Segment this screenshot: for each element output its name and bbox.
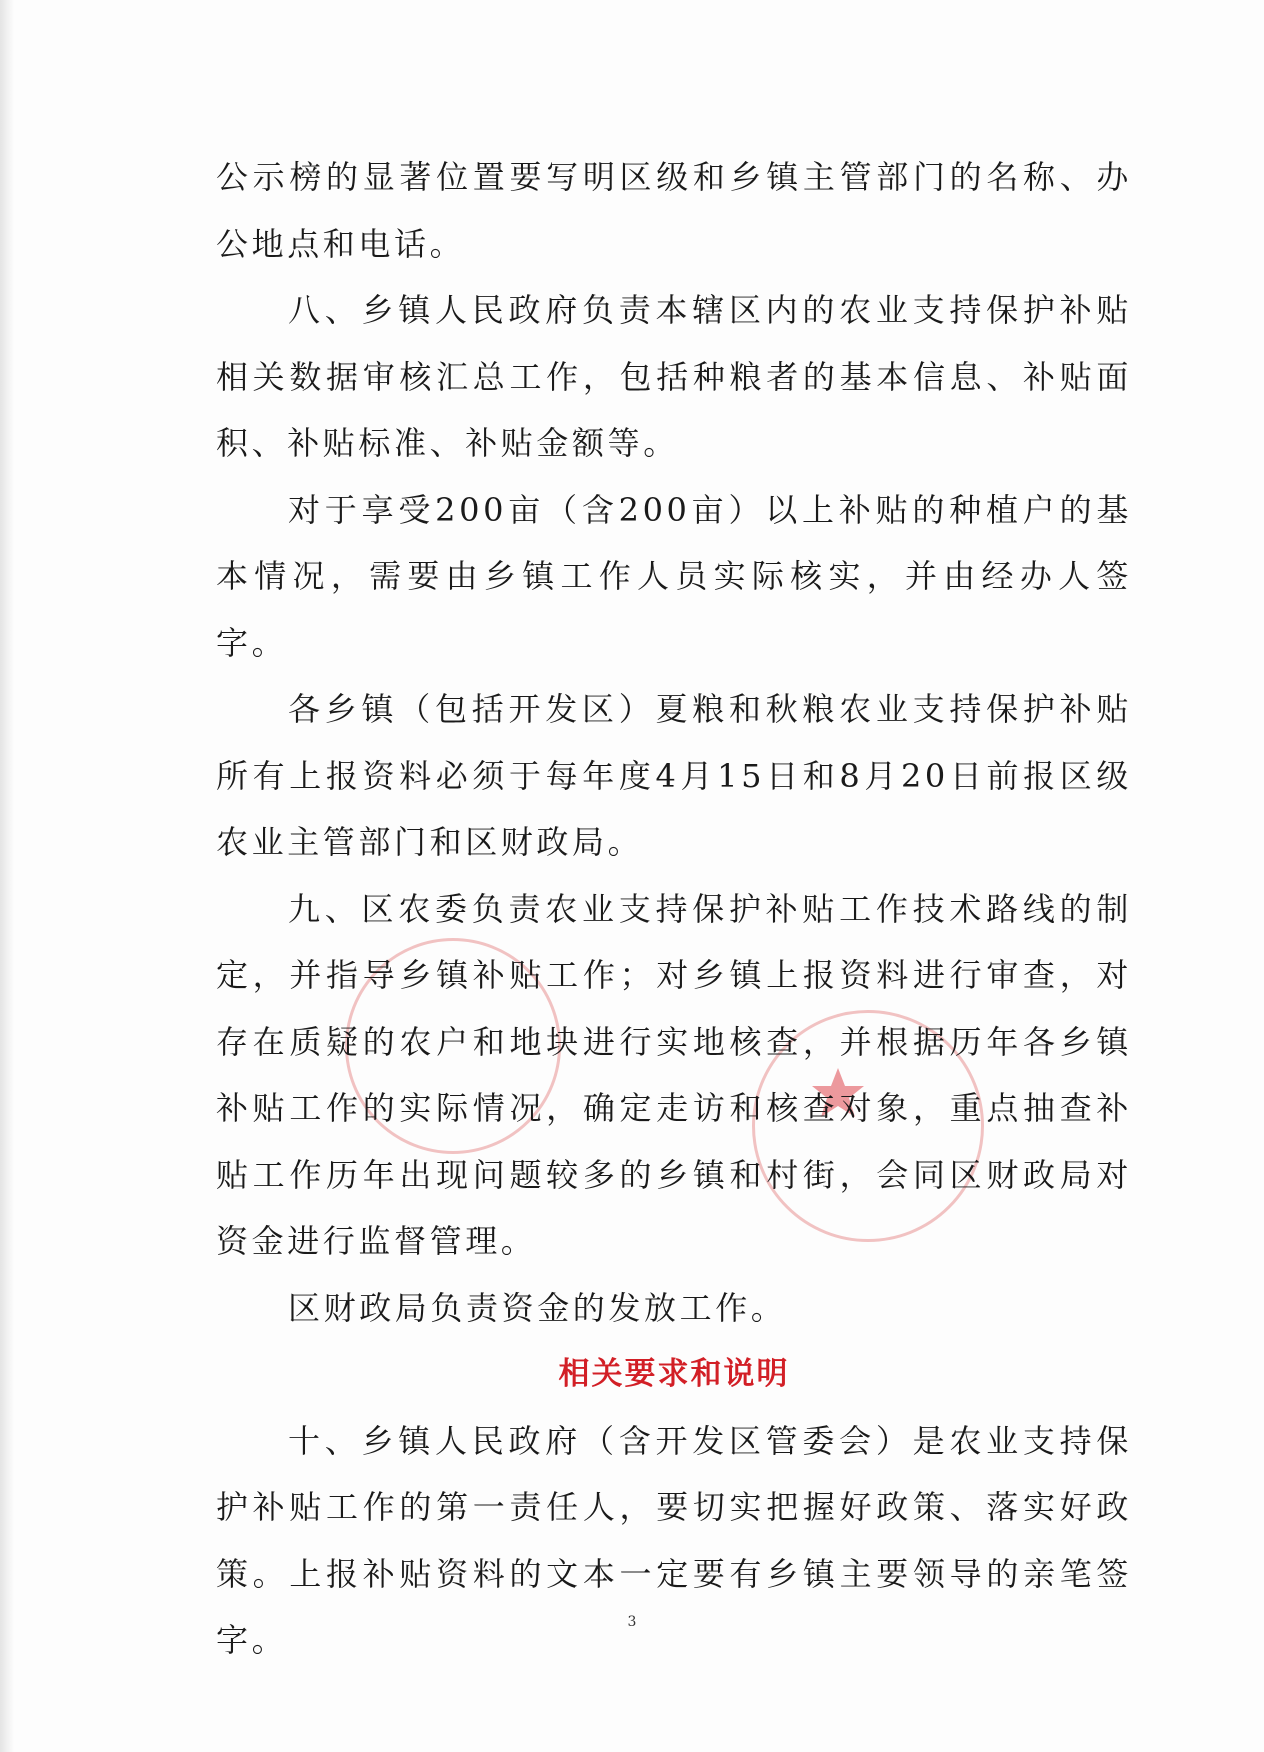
paragraph-200-mu: 对于享受200亩（含200亩）以上补贴的种植户的基本情况，需要由乡镇工作人员实际核实，并由经办人签字。 [216,490,1132,662]
page-number: 3 [627,1614,637,1630]
document-body [216,144,1132,1674]
paragraph-finance-bureau: 区财政局负责资金的发放工作。 [288,1288,787,1327]
paragraph-item-8: 八、乡镇人民政府负责本辖区内的农业支持保护补贴相关数据审核汇总工作，包括种粮者的基本信息、补贴面积、补贴标准、补贴金额等。 [216,291,1132,462]
scan-edge-shadow [0,0,14,1752]
paragraph-continuation: 公示榜的显著位置要写明区级和乡镇主管部门的名称、办公地点和电话。 [216,158,1132,263]
paragraph-item-10: 十、乡镇人民政府（含开发区管委会）是农业支持保护补贴工作的第一责任人，要切实把握好政策、落实好政策。上报补贴资料的文本一定要有乡镇主要领导的亲笔签字。 [216,1421,1132,1659]
section-heading: 相关要求和说明 [558,1356,790,1392]
paragraph-deadline: 各乡镇（包括开发区）夏粮和秋粮农业支持保护补贴所有上报资料必须于每年度4月15日和8月20日前报区级农业主管部门和区财政局。 [216,690,1132,861]
paragraph-item-9: 九、区农委负责农业支持保护补贴工作技术路线的制定，并指导乡镇补贴工作；对乡镇上报资料进行审查，对存在质疑的农户和地块进行实地核查，并根据历年各乡镇补贴工作的实际情况，确定走访和核查对象，重点抽查补贴工作历年出现问题较多的乡镇和村街，会同区财政局对资金进行监督管理。 [216,889,1132,1260]
